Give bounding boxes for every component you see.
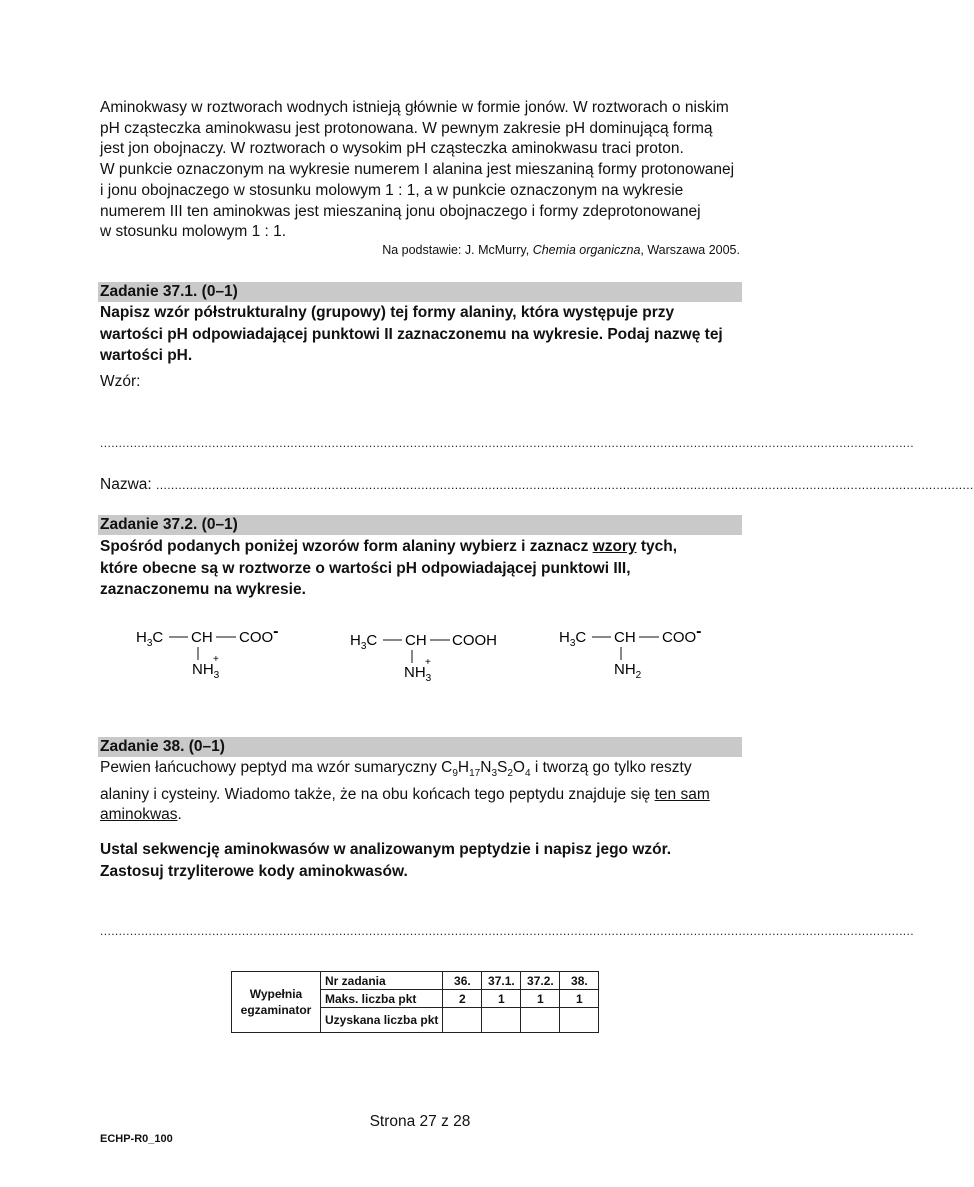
task-number-cell: 38. <box>560 972 599 990</box>
score-table <box>231 971 599 1033</box>
row-label-task-number: Nr zadania <box>321 972 443 990</box>
examiner-label: Wypełnia egzaminator <box>232 972 321 1033</box>
intro-line: Aminokwasy w roztworach wodnych istnieją głównie w formie jonów. W roztworach o niskim <box>100 99 729 116</box>
max-points-cell: 1 <box>482 990 521 1008</box>
task-number-cell: 37.1. <box>482 972 521 990</box>
svg-text:NH2: $NH_2$ <box>614 661 642 681</box>
task-number-cell: 36. <box>443 972 482 990</box>
formula-option-2[interactable] <box>350 627 520 687</box>
task-38-instruction: Ustal sekwencję aminokwasów w analizowanym peptydzie i napisz jego wzór. Zastosuj trzyliterowe kody aminokwasów. <box>100 841 672 880</box>
formula-option-3[interactable] <box>559 624 719 684</box>
wzor-label: Wzór: <box>100 373 141 390</box>
wzor-answer-line[interactable]: .......................................................................................................................................................................................................................... <box>100 436 915 450</box>
svg-text:NH3: $NH_3$ <box>192 661 220 681</box>
earned-points-cell[interactable] <box>521 1008 560 1033</box>
source-citation: Na podstawie: J. McMurry, Chemia organiczna, Warszawa 2005. <box>382 243 740 257</box>
nazwa-answer-line[interactable]: Nazwa: ........................................................................................................................................................................................................................... <box>100 476 974 493</box>
intro-line: pH cząsteczka aminokwasu jest protonowana. W pewnym zakresie pH dominującą formą <box>100 119 713 137</box>
svg-text:COO-: COO- <box>662 623 702 646</box>
max-points-cell: 1 <box>560 990 599 1008</box>
task-38-heading: Zadanie 38. (0–1) <box>98 737 742 757</box>
task-number-cell: 37.2. <box>521 972 560 990</box>
max-points-cell: 2 <box>443 990 482 1008</box>
svg-text:CH: CH <box>191 629 213 646</box>
document-code: ECHP-R0_100 <box>100 1133 173 1145</box>
row-label-earned-points: Uzyskana liczba pkt <box>321 1008 443 1033</box>
task-38-answer-line[interactable]: .......................................................................................................................................................................................................................... <box>100 924 915 938</box>
intro-line: numerem III ten aminokwas jest mieszaniną jonu obojnaczego i formy zdeprotonowanej <box>100 202 701 220</box>
svg-text:CH: CH <box>614 629 636 646</box>
max-points-cell: 1 <box>521 990 560 1008</box>
formula-option-1[interactable] <box>136 624 296 684</box>
svg-text:COOH: COOH <box>452 632 497 649</box>
task-37-2-instruction: Spośród podanych poniżej wzorów form alaniny wybierz i zaznacz wzory tych, które obecne są w roztworze o wartości pH odpowiadającej punktowi III, zaznaczonemu na wykresie. <box>100 538 678 598</box>
svg-text:H3C: $H_3C$ <box>136 629 164 649</box>
svg-text:NH3: $NH_3$ <box>404 664 432 684</box>
intro-line: i jonu obojnaczego w stosunku molowym 1 : 1, a w punkcie oznaczonym na wykresie <box>100 181 684 199</box>
svg-text:COO-: COO- <box>239 623 279 646</box>
svg-text:H3C: $H_3C$ <box>559 629 587 649</box>
task-38-description: Pewien łańcuchowy peptyd ma wzór sumaryczny $C_9H_{17}N_3S_2O_4$ i tworzą go tylko reszty alaniny i cysteiny. Wiadomo także, że na obu końcach tego peptydu znajduje się ten sam aminokwas. <box>100 759 710 824</box>
earned-points-cell[interactable] <box>443 1008 482 1033</box>
intro-line: w stosunku molowym 1 : 1. <box>100 223 287 241</box>
intro-line: jest jon obojnaczy. W roztworach o wysokim pH cząsteczka aminokwasu traci proton. <box>100 140 684 158</box>
task-37-1-heading: Zadanie 37.1. (0–1) <box>98 282 742 302</box>
earned-points-cell[interactable] <box>482 1008 521 1033</box>
task-37-2-heading: Zadanie 37.2. (0–1) <box>98 515 742 535</box>
earned-points-cell[interactable] <box>560 1008 599 1033</box>
row-label-max-points: Maks. liczba pkt <box>321 990 443 1008</box>
page-number: Strona 27 z 28 <box>369 1113 471 1130</box>
intro-line: W punkcie oznaczonym na wykresie numerem I alanina jest mieszaniną formy protonowanej <box>100 161 735 179</box>
intro-paragraph <box>100 98 745 243</box>
svg-text:+: + <box>213 654 219 665</box>
svg-text:+: + <box>425 657 431 668</box>
svg-text:H3C: $H_3C$ <box>350 632 378 652</box>
svg-text:CH: CH <box>405 632 427 649</box>
task-37-1-instruction: Napisz wzór półstrukturalny (grupowy) tej formy alaniny, która występuje przy wartości pH odpowiadającej punktowi II zaznaczonemu na wykresie. Podaj nazwę tej wartości pH. <box>100 304 723 364</box>
